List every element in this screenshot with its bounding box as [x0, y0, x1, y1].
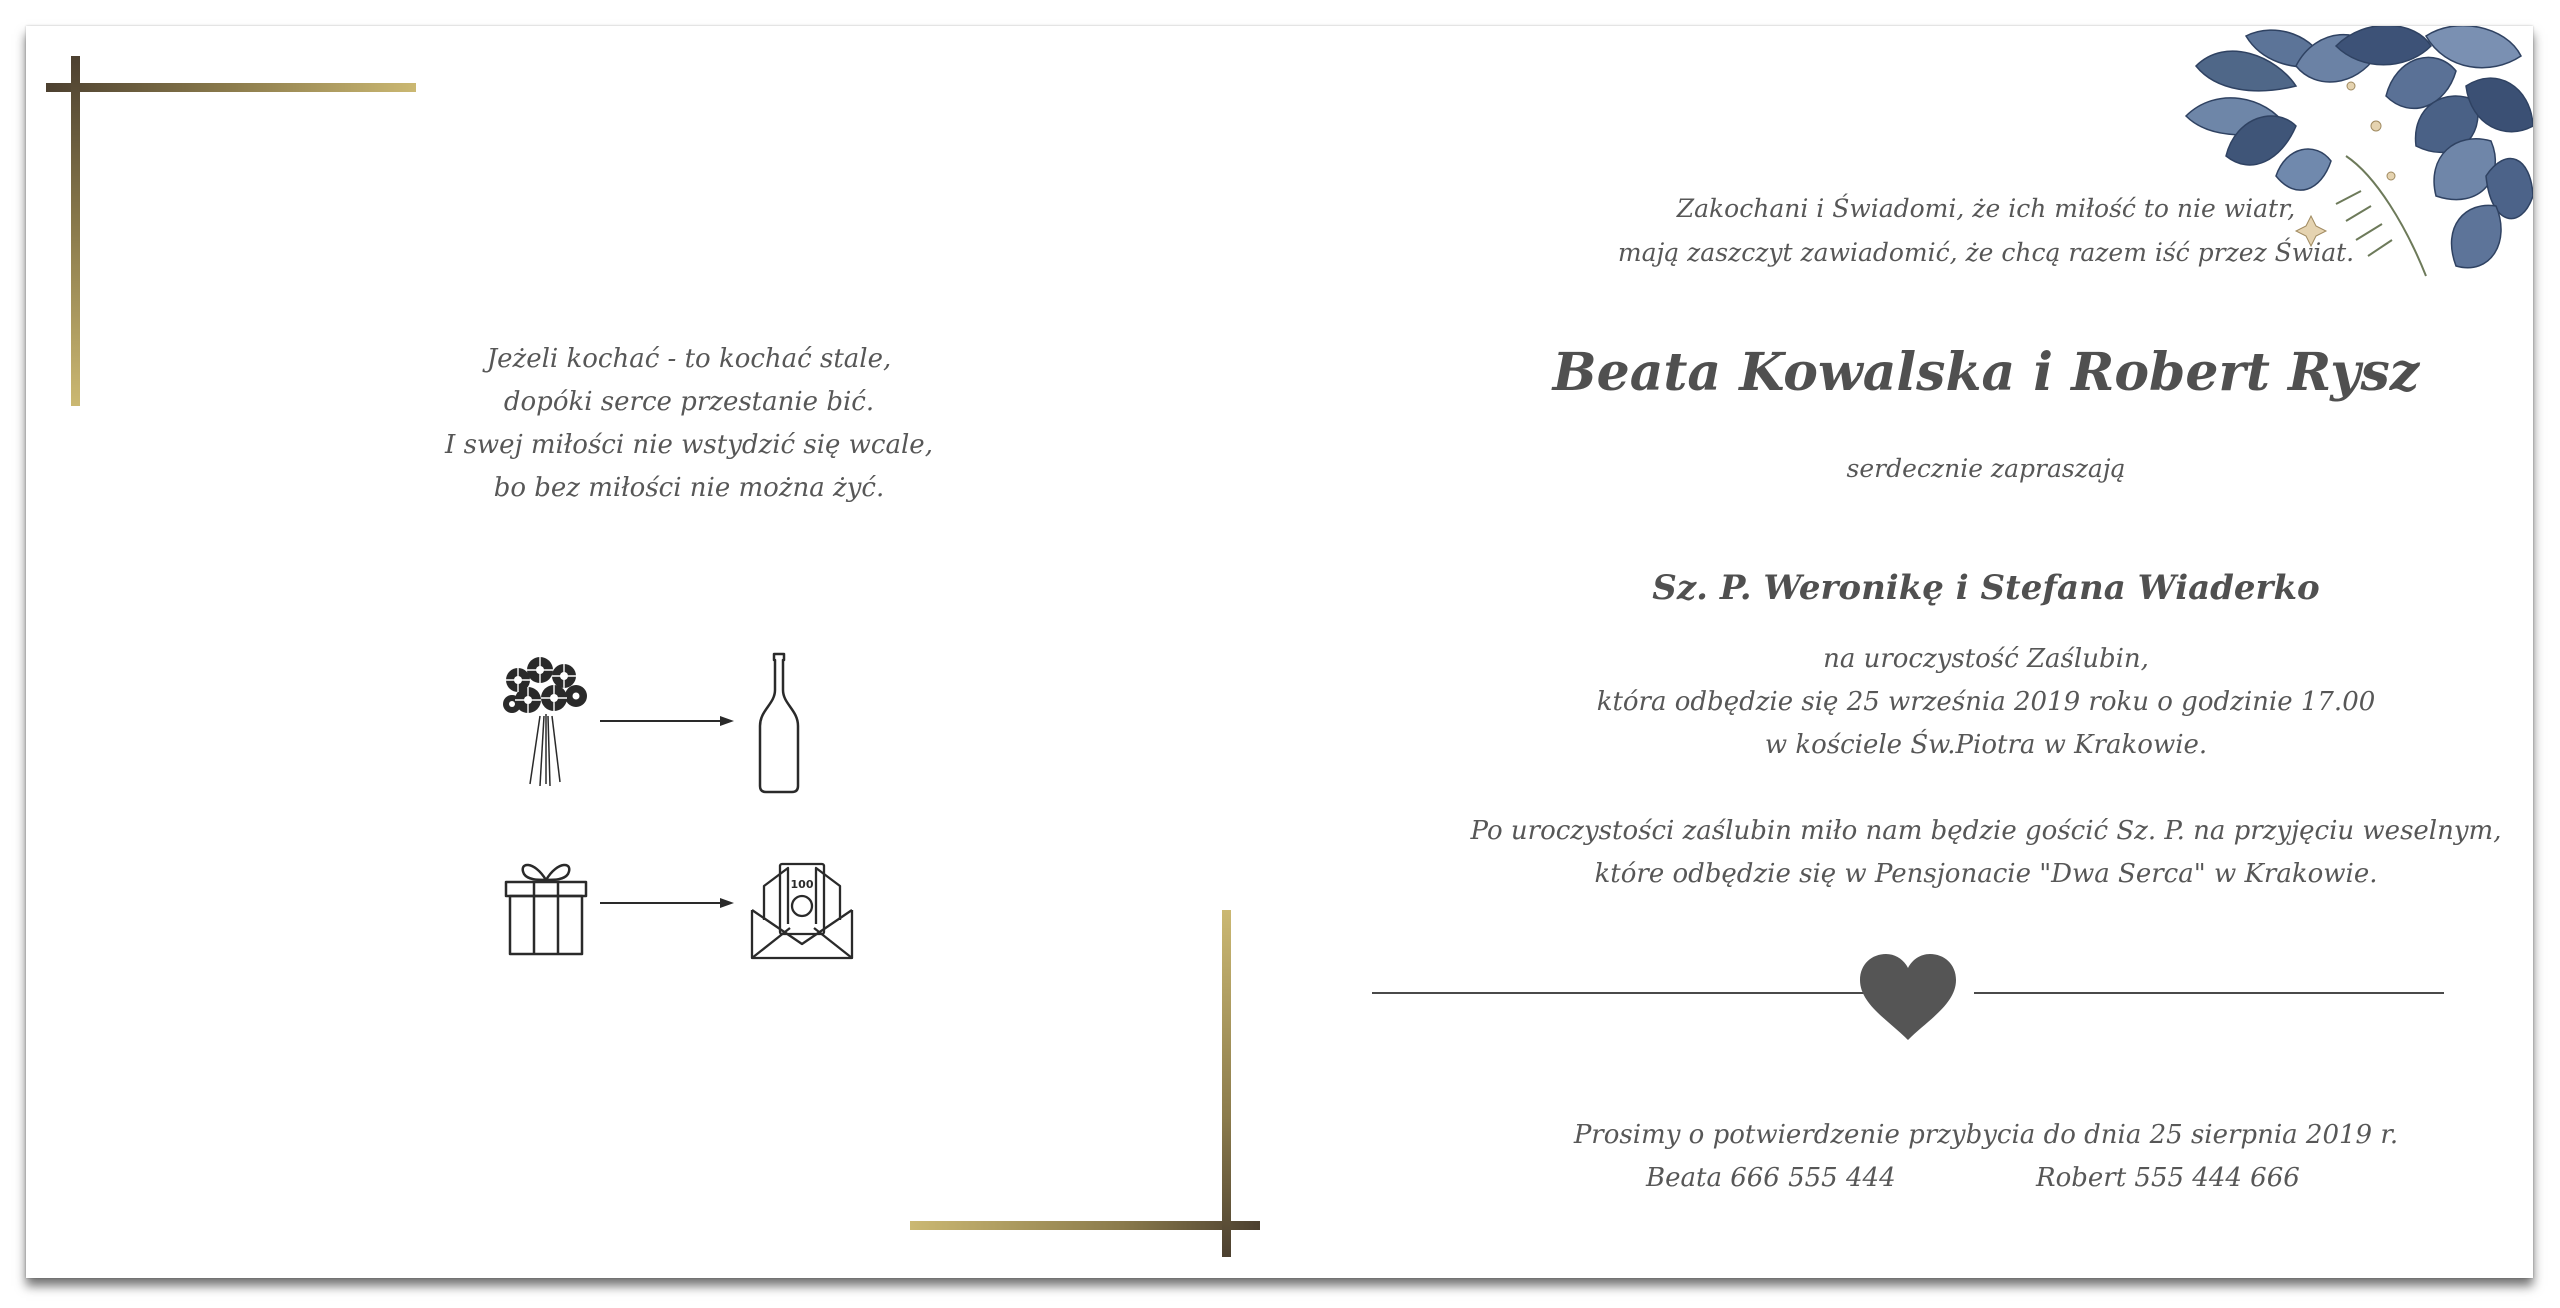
divider-line-right [1974, 992, 2444, 994]
invitation-card [26, 26, 2533, 1278]
ceremony-line-2: która odbędzie się 25 września 2019 roku o godzinie 17.00 [1596, 687, 2376, 717]
leaves-decoration-icon [2186, 26, 2533, 326]
divider-line-left [1372, 992, 1868, 994]
poem-line-1: Jeżeli kochać - to kochać stale, [486, 344, 892, 374]
reception-line-2: które odbędzie się w Pensjonacie "Dwa Serca" w Krakowie. [1594, 859, 2378, 889]
poem-line-4: bo bez miłości nie można żyć. [493, 473, 885, 503]
reception-line-1: Po uroczystości zaślubin miło nam będzie gościć Sz. P. na przyjęciu weselnym, [1470, 816, 2502, 846]
gold-corner-bottom-right [910, 910, 1290, 1278]
ceremony-line-1: na uroczystość Zaślubin, [1823, 644, 2149, 674]
money-envelope-icon [750, 862, 854, 962]
rsvp-text: Prosimy o potwierdzenie przybycia do dnia 25 sierpnia 2019 r. [1573, 1120, 2399, 1150]
ceremony-line-3: w kościele Św.Piotra w Krakowie. [1764, 730, 2208, 760]
poem-line-3: I swej miłości nie wstydzić się wcale, [445, 430, 933, 460]
couple-names: Beata Kowalska i Robert Rysz [1552, 342, 2420, 403]
gift-box-icon [504, 858, 588, 958]
invite-text: serdecznie zapraszają [1846, 454, 2126, 483]
poem-line-2: dopóki serce przestanie bić. [503, 387, 875, 417]
arrow-right-icon-2 [600, 896, 734, 910]
guest-names: Sz. P. Weronikę i Stefana Wiaderko [1652, 568, 2320, 608]
intro-line-1: Zakochani i Świadomi, że ich miłość to nie wiatr, [1676, 194, 2296, 223]
contact-bride: Beata 666 555 444 [1646, 1163, 1896, 1193]
arrow-right-icon [600, 714, 734, 728]
contact-groom: Robert 555 444 666 [2036, 1163, 2300, 1193]
banknote-label: 100 [790, 878, 814, 891]
heart-icon [1858, 954, 1958, 1042]
wine-bottle-icon [756, 652, 802, 794]
flower-bouquet-icon [500, 654, 592, 790]
intro-line-2: mają zaszczyt zawiadomić, że chcą razem iść przez Świat. [1617, 238, 2355, 267]
